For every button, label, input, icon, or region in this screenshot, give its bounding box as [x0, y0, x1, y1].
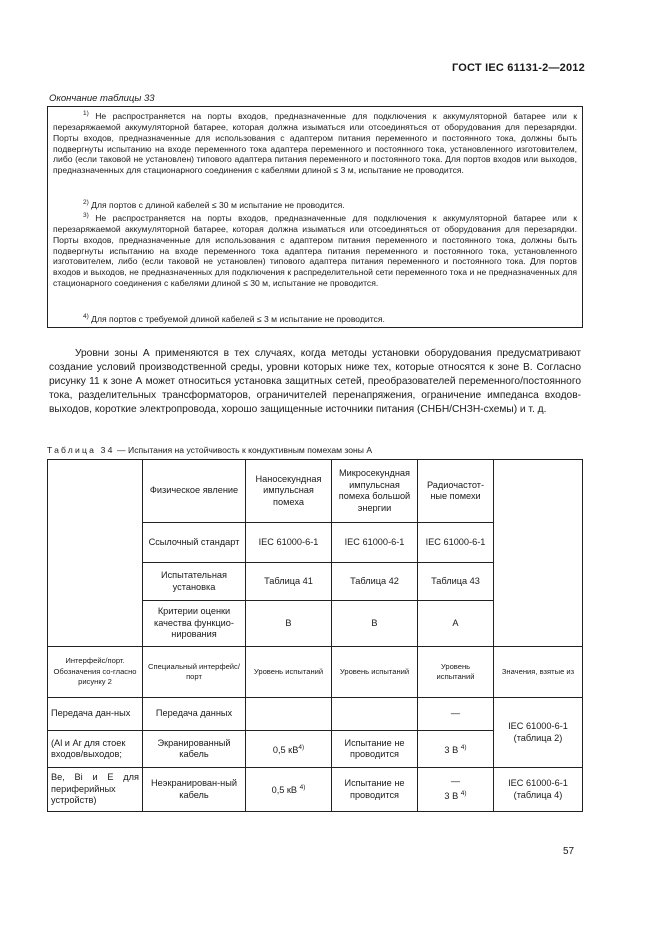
test-level-header: Уровень испытаний — [246, 647, 332, 698]
empty-cell — [48, 563, 143, 601]
footnote-mark: 3) — [83, 212, 89, 219]
table-cell: IEC 61000-6-1 — [332, 523, 418, 563]
table-cell: А — [418, 601, 494, 647]
cell-value: 0,5 кВ — [271, 785, 298, 796]
special-interface-header: Специальный интерфейс/порт — [143, 647, 246, 698]
table-cell — [418, 768, 494, 812]
footnote-text: Не распространяется на порты входов, предназначенные для подключения к аккумуляторной батарее или к перезаряжаемой аккумуляторной батарее, которая должна изыматься или отсоединяться от оборудования для перезарядки. Порты входов, предназначенные для использования с адаптером питания переменного и постоянного тока, должны быть подвергнуты испытанию на входе переменного тока адаптера питания переменного и постоянного тока, установленного изготовителем, либо (если таковой не установлен) типового адаптера питания переменного и постоянного тока. Для портов входов и выходов, не предназначенных для подключения к распределительной сети переменного тока и не предназначенных для стационарного соединения с кабелями длиной ≤ 30 м, испытание не проводится. — [53, 212, 577, 289]
table-cell: — — [418, 698, 494, 731]
test-setup-label: Испытательная установка — [143, 563, 246, 601]
source-cell: IEC 61000-6-1 (таблица 4) — [494, 768, 583, 812]
empty-cell — [48, 601, 143, 647]
table-row — [48, 523, 583, 563]
empty-cell — [494, 523, 583, 563]
special-cell: Неэкранирован-ный кабель — [143, 768, 246, 812]
table-header-row — [48, 647, 583, 698]
empty-cell — [48, 460, 143, 523]
criteria-label: Критерии оценки качества функцио-нирования — [143, 601, 246, 647]
cell-value: 3 В — [444, 791, 459, 802]
reference-standard-label: Ссылочный стандарт — [143, 523, 246, 563]
footnote-1 — [53, 109, 577, 176]
footnote-text: Не распространяется на порты входов, предназначенные для подключения к аккумуляторной батарее или к перезаряжаемой аккумуляторной батарее, которая должна изыматься или отсоединяться от оборудования для перезарядки. Порты входов, предназначенные для использования с адаптером питания переменного и постоянного тока, должны быть подвергнуты испытанию на входе переменного тока адаптера переменного и постоянного тока, установленного изготовителем, либо (если таковой не установлен) типового адаптера питания переменного и постоянного тока. Для портов входов или выходов, предназначенных для стационарного соединения с кабелями длиной ≤ 3 м, испытание не проводится. — [53, 110, 577, 176]
table-cell: Таблица 43 — [418, 563, 494, 601]
table-cell — [332, 698, 418, 731]
footnote-4 — [53, 312, 577, 325]
table-cell: В — [246, 601, 332, 647]
source-cell: IEC 61000-6-1 (таблица 2) — [494, 698, 583, 768]
table-row — [48, 563, 583, 601]
table-cell — [246, 731, 332, 768]
table-cell: Испытание не проводится — [332, 731, 418, 768]
footnote-ref: 4) — [299, 784, 306, 792]
table-cell: Таблица 41 — [246, 563, 332, 601]
table-caption-title: — Испытания на устойчивость к кондуктивным помехам зоны А — [114, 445, 373, 455]
phenomenon-rf: Радиочастот-ные помехи — [418, 460, 494, 523]
test-level-header: Уровень испытаний — [418, 647, 494, 698]
page-number: 57 — [563, 846, 575, 857]
table-cell — [418, 731, 494, 768]
table-cell: Таблица 42 — [332, 563, 418, 601]
body-paragraph: Уровни зоны А применяются в тех случаях, когда методы установки оборудования предусматривают создание условий производственной среды, уровни которых ниже тех, которые относятся к зоне В. Согласно рисунку 11 к зоне А может относиться установка защитных сетей, преобразователей переменного/постоянного тока, разделительных трансформаторов, ограничителей перенапряжения, ограничение импеданса входов-выходов, короткие электропровода, хорошо защищенные источники питания (СНБН/СНЗН-схемы) и т. д. — [49, 348, 581, 415]
table-cell: Испытание не проводится — [332, 768, 418, 812]
table-cell: В — [332, 601, 418, 647]
table-row — [48, 768, 583, 812]
footnote-ref: 4) — [460, 789, 467, 797]
phenomenon-nanosecond: Наносекундная импульсная помеха — [246, 460, 332, 523]
values-source-header: Значения, взятые из — [494, 647, 583, 698]
footnote-text: Для портов с требуемой длиной кабелей ≤ 3 м испытание не проводится. — [91, 313, 385, 324]
footnote-3 — [53, 211, 577, 289]
standard-header: ГОСТ IEC 61131-2—2012 — [452, 62, 585, 74]
table-cell — [246, 768, 332, 812]
cell-dash: — — [450, 776, 461, 787]
cell-value: 0,5 кВ — [272, 744, 299, 755]
footnote-mark: 1) — [83, 110, 89, 117]
table-cell: IEC 61000-6-1 — [418, 523, 494, 563]
table-row — [48, 698, 583, 731]
footnote-ref: 4) — [298, 743, 305, 751]
interface-cell: (Аl и Аr для стоек входов/выходов; — [48, 731, 143, 768]
empty-cell — [494, 460, 583, 523]
footnote-mark: 2) — [83, 199, 89, 206]
test-level-header: Уровень испытаний — [332, 647, 418, 698]
cell-value: 3 В — [444, 744, 459, 755]
phenomenon-label: Физическое явление — [143, 460, 246, 523]
table-row — [48, 601, 583, 647]
interface-port-header: Интерфейс/порт. Обозначения со-гласно рисунку 2 — [48, 647, 143, 698]
footnote-text: Для портов с длиной кабелей ≤ 30 м испытание не проводится. — [91, 199, 345, 210]
table-cell — [246, 698, 332, 731]
table-caption — [47, 445, 372, 455]
empty-cell — [494, 601, 583, 647]
immunity-tests-table — [47, 459, 583, 812]
interface-cell: Передача дан-ных — [48, 698, 143, 731]
interface-cell: Ве, Вi и Е для периферийных устройств) — [48, 768, 143, 812]
table-cell: IEC 61000-6-1 — [246, 523, 332, 563]
footnote-ref: 4) — [460, 743, 467, 751]
footnote-mark: 4) — [83, 313, 89, 320]
table-continuation-label: Окончание таблицы 33 — [49, 93, 155, 104]
special-cell: Экранированный кабель — [143, 731, 246, 768]
empty-cell — [48, 523, 143, 563]
phenomenon-microsecond: Микросекундная импульсная помеха большой энергии — [332, 460, 418, 523]
table-caption-label: Таблица 34 — [47, 445, 115, 455]
footnote-2 — [53, 198, 577, 211]
empty-cell — [494, 563, 583, 601]
special-cell: Передача данных — [143, 698, 246, 731]
table-row — [48, 460, 583, 523]
